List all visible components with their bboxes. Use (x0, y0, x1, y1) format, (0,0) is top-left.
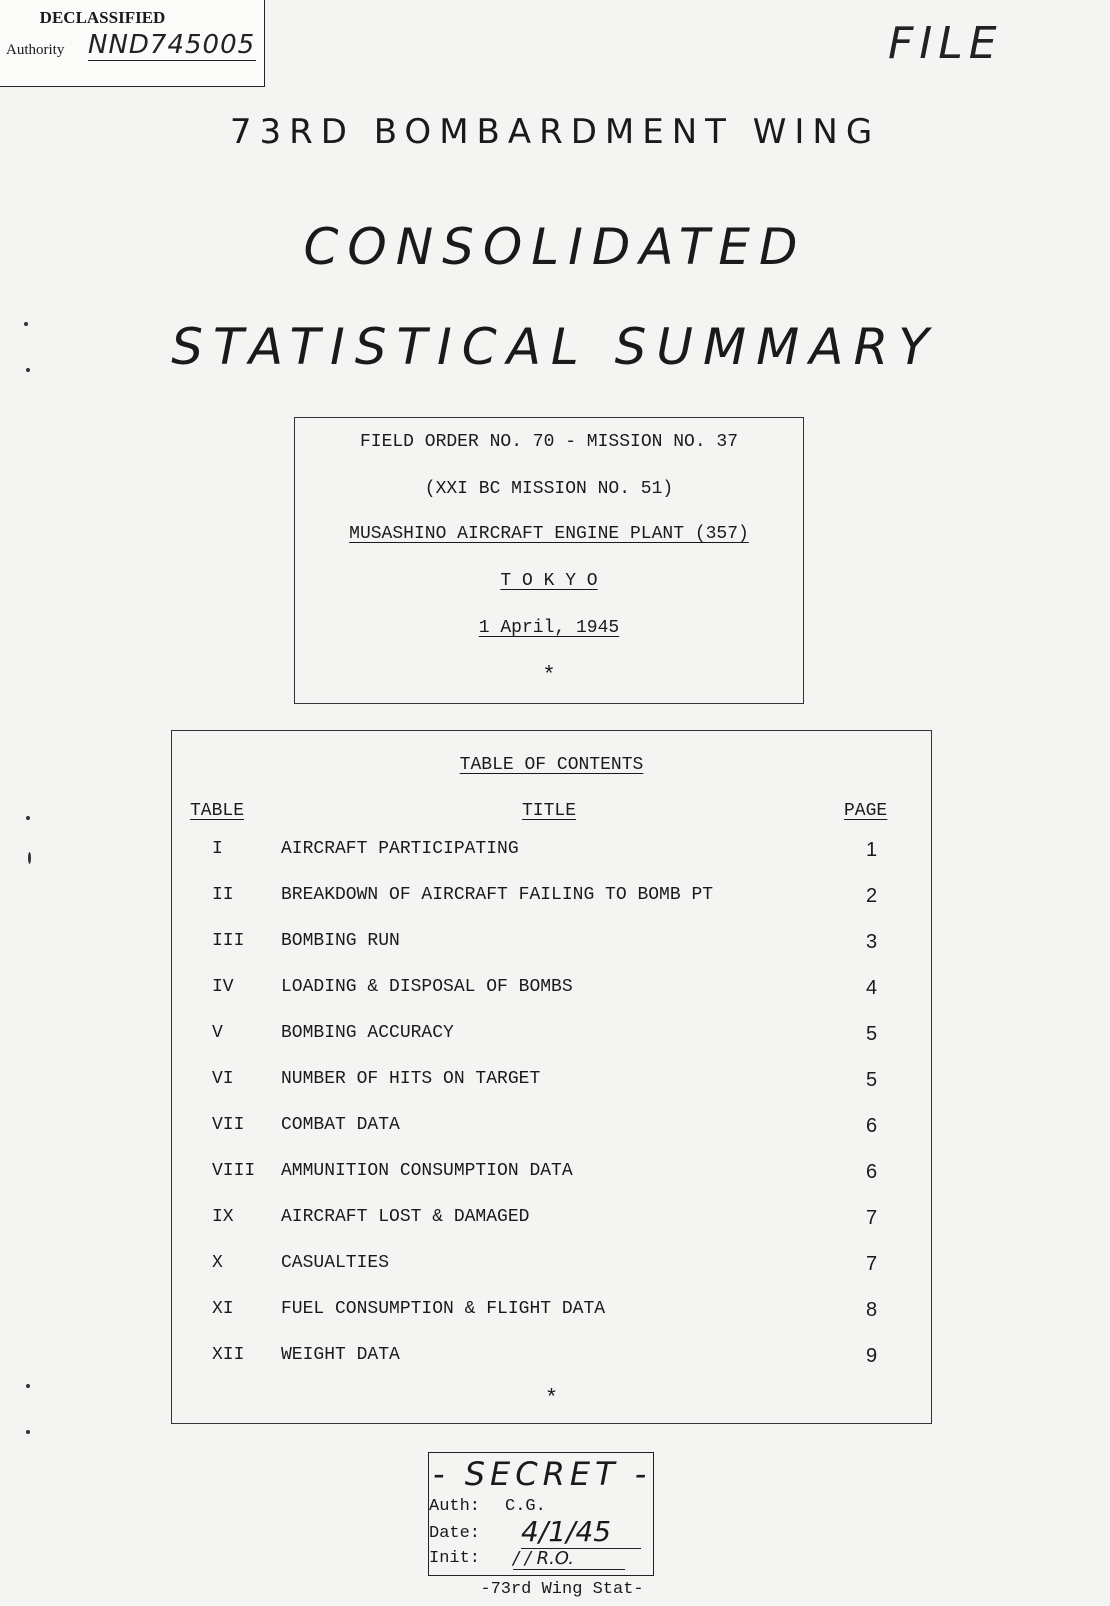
mission-marker: * (542, 663, 556, 688)
init-label: Init: (429, 1549, 481, 1568)
date-label: Date: (429, 1524, 481, 1543)
toc-table-number: VI (212, 1069, 234, 1089)
toc-row (172, 1345, 931, 1371)
toc-row (172, 977, 931, 1003)
toc-table-number: IX (212, 1207, 234, 1227)
mission-info-box (294, 417, 804, 704)
toc-row (172, 1207, 931, 1233)
toc-row (172, 1115, 931, 1141)
toc-table-number: XII (212, 1345, 245, 1365)
col-header-page: PAGE (844, 801, 888, 821)
toc-row (172, 1161, 931, 1187)
toc-table-title: BOMBING ACCURACY (281, 1023, 454, 1043)
toc-table-title: LOADING & DISPOSAL OF BOMBS (281, 977, 573, 997)
toc-table-title: BREAKDOWN OF AIRCRAFT FAILING TO BOMB PT (281, 885, 714, 905)
date-value: 4/1/45 (521, 1515, 641, 1549)
auth-label: Auth: (429, 1497, 481, 1516)
toc-page-number: 4 (866, 977, 878, 999)
file-handwritten-note: FILE (888, 18, 1003, 69)
toc-page-number: 6 (866, 1161, 878, 1183)
toc-page-number: 7 (866, 1207, 878, 1229)
scan-speck (26, 816, 30, 820)
toc-table-title: AMMUNITION CONSUMPTION DATA (281, 1161, 573, 1181)
toc-table-number: IV (212, 977, 234, 997)
toc-page-number: 8 (866, 1299, 878, 1321)
toc-page-number: 1 (866, 839, 878, 861)
toc-page-number: 9 (866, 1345, 878, 1367)
toc-table-title: CASUALTIES (281, 1253, 390, 1273)
toc-end-marker: * (544, 1386, 559, 1411)
toc-page-number: 5 (866, 1023, 878, 1045)
toc-table-title: BOMBING RUN (281, 931, 400, 951)
table-of-contents (171, 730, 932, 1424)
toc-page-number: 7 (866, 1253, 878, 1275)
scan-speck (26, 1430, 30, 1434)
toc-table-title: FUEL CONSUMPTION & FLIGHT DATA (281, 1299, 606, 1319)
col-header-table: TABLE (190, 801, 245, 821)
toc-table-number: VIII (212, 1161, 256, 1181)
toc-table-title: AIRCRAFT PARTICIPATING (281, 839, 519, 859)
bc-mission-line: (XXI BC MISSION NO. 51) (424, 479, 674, 499)
toc-table-title: WEIGHT DATA (281, 1345, 400, 1365)
col-header-title: TITLE (522, 801, 577, 821)
secret-stamp (428, 1452, 654, 1576)
toc-row (172, 1299, 931, 1325)
toc-table-number: V (212, 1023, 223, 1043)
toc-row (172, 1023, 931, 1049)
toc-page-number: 5 (866, 1069, 878, 1091)
scan-speck (26, 368, 30, 372)
declassified-stamp (0, 0, 265, 87)
scan-speck (28, 852, 31, 864)
target-name: MUSASHINO AIRCRAFT ENGINE PLANT (357) (349, 524, 749, 544)
mission-date: 1 April, 1945 (478, 618, 620, 638)
toc-table-number: I (212, 839, 223, 859)
footer-label: -73rd Wing Stat- (480, 1580, 644, 1599)
toc-table-number: III (212, 931, 245, 951)
scan-speck (26, 1384, 30, 1388)
field-order-line: FIELD ORDER NO. 70 - MISSION NO. 37 (359, 432, 739, 452)
wing-title: 73RD BOMBARDMENT WING (229, 112, 881, 152)
toc-table-number: II (212, 885, 234, 905)
toc-table-number: X (212, 1253, 223, 1273)
toc-row (172, 1069, 931, 1095)
toc-heading: TABLE OF CONTENTS (459, 755, 644, 775)
secret-word: - SECRET - (433, 1455, 652, 1493)
toc-row (172, 885, 931, 911)
auth-value: C.G. (505, 1497, 546, 1516)
init-value: / / R.O. (513, 1548, 625, 1570)
toc-table-number: VII (212, 1115, 245, 1135)
toc-row (172, 1253, 931, 1279)
authority-number: NND745005 (88, 30, 256, 60)
toc-row (172, 931, 931, 957)
report-title-line-2: STATISTICAL SUMMARY (171, 318, 939, 376)
toc-page-number: 3 (866, 931, 878, 953)
toc-page-number: 6 (866, 1115, 878, 1137)
toc-table-title: COMBAT DATA (281, 1115, 400, 1135)
toc-row (172, 839, 931, 865)
report-title-line-1: CONSOLIDATED (303, 218, 807, 276)
toc-page-number: 2 (866, 885, 878, 907)
declassified-heading: DECLASSIFIED (39, 8, 166, 27)
toc-table-number: XI (212, 1299, 234, 1319)
scan-speck (24, 322, 28, 326)
toc-table-title: AIRCRAFT LOST & DAMAGED (281, 1207, 530, 1227)
target-city: T O K Y O (500, 571, 598, 591)
authority-label: Authority (6, 42, 65, 58)
toc-table-title: NUMBER OF HITS ON TARGET (281, 1069, 541, 1089)
